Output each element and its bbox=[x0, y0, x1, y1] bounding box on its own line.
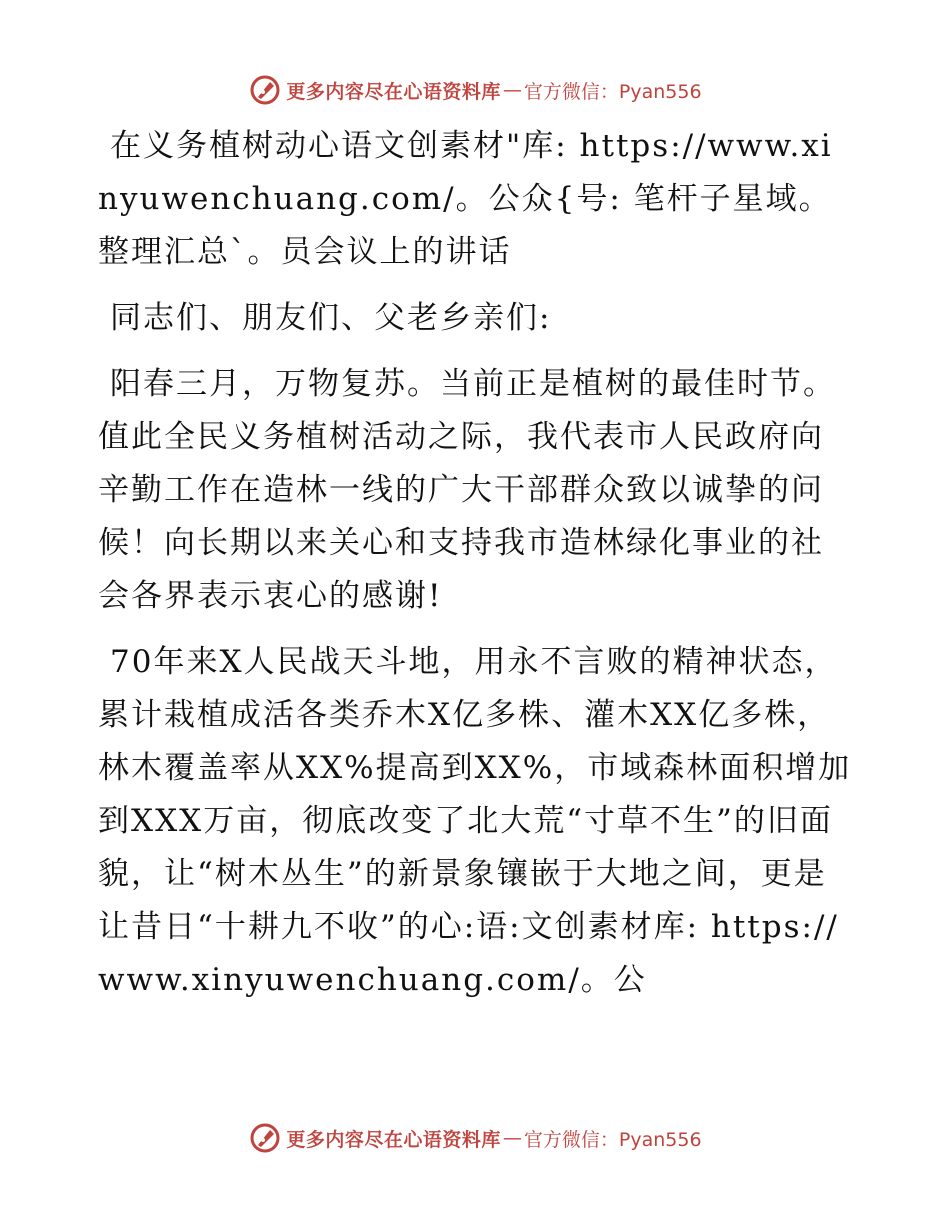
pen-nib-circle-icon bbox=[248, 73, 282, 107]
document-body bbox=[98, 120, 854, 1020]
watermark-promo-text: 更多内容尽在心语资料库 bbox=[286, 1128, 501, 1151]
watermark-promo-text: 更多内容尽在心语资料库 bbox=[286, 80, 501, 103]
watermark-wechat-text: 官方微信：Pyan556 bbox=[523, 80, 702, 103]
document-paragraph: 阳春三月，万物复苏。当前正是植树的最佳时节。值此全民义务植树活动之际，我代表市人民政府向辛勤工作在造林一线的广大干部群众致以诚挚的问候！向长期以来关心和支持我市造林绿化事业的社会各界表示衷心的感谢! bbox=[98, 366, 836, 614]
document-paragraph: 70年来X人民战天斗地，用永不言败的精神状态，累计栽植成活各类乔木X亿多株、灌木XX亿多株，林木覆盖率从XX%提高到XX%，市域森林面积增加到XXX万亩，彻底改变了北大荒“寸草不生”的旧面貌，让“树木丛生”的新景象镶嵌于大地之间，更是让昔日“十耕九不收”的心:语:文创素材库: https://www.xinyuwenchuang.com/。公 bbox=[98, 644, 852, 998]
watermark-separator: — bbox=[502, 79, 522, 101]
pen-nib-circle-icon bbox=[248, 1121, 282, 1155]
watermark-header bbox=[0, 70, 950, 110]
document-paragraph: 在义务植树动心语文创素材"库: https://www.xinyuwenchuang.com/。公众{号: 笔杆子星域。整理汇总`。员会议上的讲话 bbox=[98, 128, 833, 270]
watermark-footer bbox=[0, 1118, 950, 1158]
document-paragraph: 同志们、朋友们、父老乡亲们: bbox=[110, 300, 552, 336]
watermark-separator: — bbox=[502, 1127, 522, 1149]
watermark-wechat-text: 官方微信：Pyan556 bbox=[523, 1128, 702, 1151]
